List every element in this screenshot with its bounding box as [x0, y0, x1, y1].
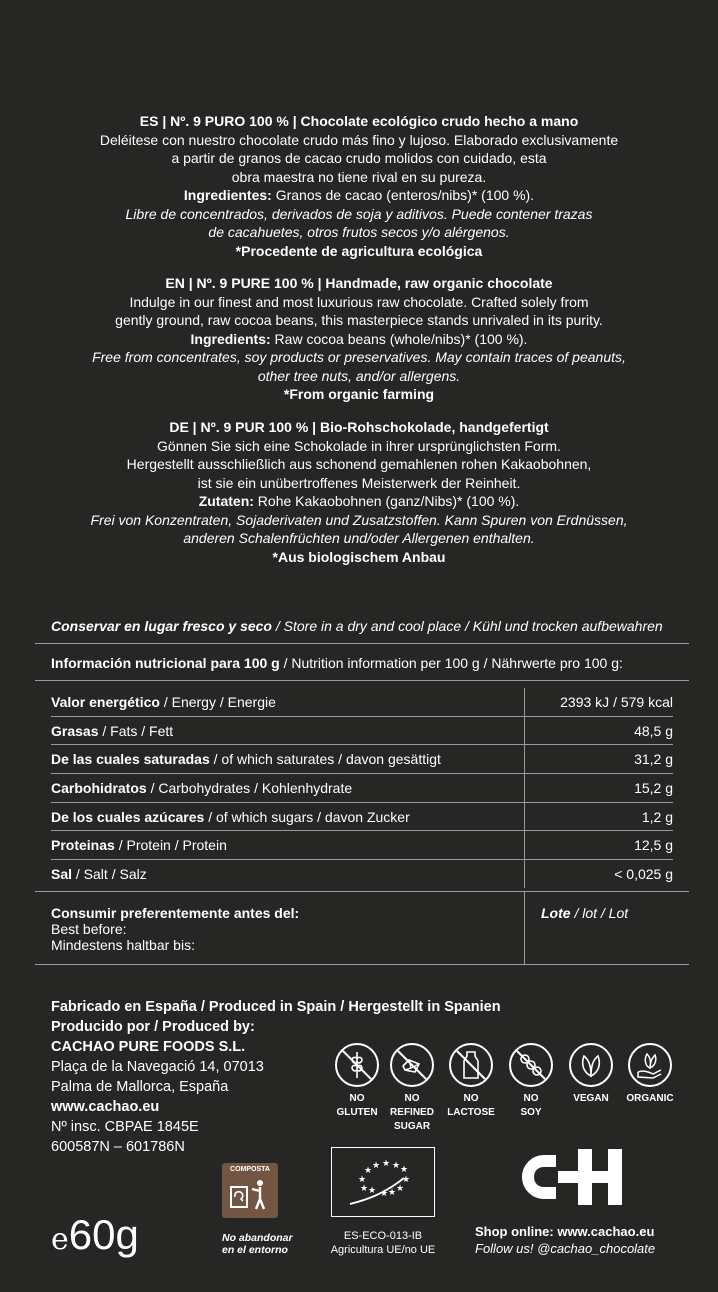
english-free-from: other tree nuts, and/or allergens. — [257, 367, 461, 384]
svg-text:★: ★ — [368, 1186, 377, 1196]
net-weight — [51, 1210, 139, 1265]
lot-es: Lote — [541, 905, 571, 921]
svg-text:★: ★ — [400, 1165, 409, 1175]
weight-value: 60g — [68, 1211, 139, 1258]
no-soy-icon — [508, 1042, 554, 1088]
nutrient-name-translations: / Energy / Energie — [159, 693, 276, 710]
made-in: Fabricado en España / Produced in Spain / Hergestellt in Spanien — [51, 999, 501, 1015]
company-name: CACHAO PURE FOODS S.L. — [51, 1039, 246, 1055]
website: www.cachao.eu — [51, 1099, 160, 1115]
shop-info — [475, 1223, 655, 1257]
no-lactose-badge — [441, 1042, 501, 1120]
no-refined-sugar-icon — [389, 1042, 435, 1088]
nutrient-name-translations: / of which saturates / davon gesättigt — [209, 751, 441, 768]
svg-text:★: ★ — [380, 1189, 389, 1199]
table-row — [51, 831, 673, 860]
german-title: DE | Nº. 9 PUR 100 % | Bio-Rohschokolade, handgefertigt — [169, 419, 549, 435]
nutrition-title — [51, 655, 691, 671]
german-organic-note: *Aus biologischem Anbau — [272, 548, 446, 565]
badge-label: GLUTEN — [336, 1107, 378, 1118]
spanish-organic-note: *Procedente de agricultura ecológica — [235, 242, 483, 259]
cachao-logo — [518, 1145, 626, 1214]
lot-rest: / lot / Lot — [570, 905, 629, 921]
english-title: EN | Nº. 9 PURE 100 % | Handmade, raw organic chocolate — [165, 275, 553, 291]
english-organic-note: *From organic farming — [283, 386, 435, 402]
german-free-from: anderen Schalenfrüchten und/oder Allergenen enthalten. — [183, 530, 535, 546]
registration-codes: 600587N – 601786N — [51, 1139, 185, 1155]
badge-label: NO — [349, 1093, 365, 1104]
ingredients-text: Granos de cacao (enteros/nibs)* (100 %). — [271, 187, 535, 203]
badge-label: LACTOSE — [447, 1107, 495, 1118]
svg-text:★: ★ — [372, 1161, 381, 1171]
address-line: Palma de Mallorca, España — [51, 1079, 229, 1095]
nutrient-value: 2393 kJ / 579 kcal — [525, 688, 674, 716]
ingredients-text: Raw cocoa beans (whole/nibs)* (100 %). — [270, 330, 528, 347]
svg-text:★: ★ — [382, 1159, 391, 1169]
best-before-de: Mindestens haltbar bis: — [51, 937, 195, 953]
ingredients-label: Zutaten: — [198, 493, 254, 509]
best-before-es: Consumir preferentemente antes del: — [51, 905, 300, 921]
svg-text:★: ★ — [392, 1161, 401, 1171]
nutrient-value: 12,5 g — [525, 831, 674, 860]
organic-icon — [627, 1042, 673, 1088]
english-desc-line: Indulge in our finest and most luxurious raw chocolate. Crafted solely from — [129, 293, 589, 310]
spanish-title: ES | Nº. 9 PURO 100 % | Chocolate ecológico crudo hecho a mano — [139, 113, 579, 129]
nutrient-name: Carbohidratos — [51, 779, 147, 796]
cachao-logo-icon — [518, 1145, 626, 1209]
badge-label: VEGAN — [573, 1093, 609, 1104]
table-row — [51, 716, 673, 745]
vegan-icon — [568, 1042, 614, 1088]
german-free-from: Frei von Konzentraten, Sojaderivaten und Zusatzstoffen. Kann Spuren von Erdnüssen, — [90, 511, 628, 528]
eu-organic-code — [318, 1229, 448, 1257]
origin-text: Agricultura UE/no UE — [330, 1244, 436, 1256]
compost-logo — [222, 1163, 278, 1218]
best-before-en: Best before: — [51, 921, 127, 937]
nutrition-table — [51, 688, 673, 888]
badge-label: ORGANIC — [626, 1093, 674, 1104]
nutrient-name-translations: / of which sugars / davon Zucker — [204, 808, 410, 825]
divider — [35, 680, 689, 681]
nutrient-name-translations: / Salt / Salz — [72, 865, 147, 882]
badge-label: SUGAR — [393, 1121, 431, 1132]
badge-label: SOY — [520, 1107, 542, 1118]
organic-badge — [620, 1042, 680, 1106]
nutrient-value: 31,2 g — [525, 745, 674, 774]
compost-label: COMPOSTA — [230, 1166, 270, 1173]
ingredients-label: Ingredientes: — [183, 187, 272, 203]
do-not-litter-note — [222, 1232, 293, 1256]
english-free-from: Free from concentrates, soy products or preservatives. May contain traces of peanuts, — [92, 349, 626, 365]
shop-label: Shop online: — [475, 1224, 554, 1239]
address-line: Plaça de la Navegació 14, 07013 — [51, 1059, 264, 1075]
no-refined-sugar-badge — [382, 1042, 442, 1134]
social-handle[interactable]: Follow us! @cachao_chocolate — [475, 1241, 656, 1256]
badge-label: NO REFINED — [390, 1093, 434, 1118]
nutrient-name: Sal — [51, 865, 73, 882]
registration: Nº insc. CBPAE 1845E — [51, 1119, 199, 1135]
storage-rest: / Store in a dry and cool place / Kühl und trocken aufbewahren — [272, 618, 663, 634]
table-row — [51, 745, 673, 774]
german-ingredients — [0, 492, 718, 511]
nutrient-value: 48,5 g — [525, 716, 674, 745]
spanish-ingredients — [0, 186, 718, 205]
nutrition-title-rest: / Nutrition information per 100 g / Nährwerte pro 100 g: — [279, 655, 623, 671]
spanish-free-from: Libre de concentrados, derivados de soja y aditivos. Puede contener trazas — [125, 205, 593, 222]
ingredients-text: Rohe Kakaobohnen (ganz/Nibs)* (100 %). — [253, 493, 520, 509]
nutrition-title-es: Información nutricional para 100 g — [51, 655, 280, 671]
lot-number — [541, 905, 628, 921]
german-desc-line: Hergestellt ausschließlich aus schonend gemahlenen rohen Kakaobohnen, — [126, 456, 592, 472]
vegan-badge — [561, 1042, 621, 1106]
shop-url[interactable]: www.cachao.eu — [553, 1224, 655, 1239]
spanish-free-from: de cacahuetes, otros frutos secos y/o alérgenos. — [208, 224, 510, 240]
storage-note — [51, 618, 691, 634]
no-gluten-badge — [327, 1042, 387, 1120]
table-row — [51, 774, 673, 803]
nutrient-name: Valor energético — [51, 693, 160, 710]
english-desc-line: gently ground, raw cocoa beans, this masterpiece stands unrivaled in its purity. — [115, 312, 603, 328]
divider — [35, 964, 689, 965]
divider — [35, 891, 689, 892]
nutrient-name-translations: / Fats / Fett — [98, 722, 174, 739]
divider — [35, 643, 689, 644]
ingredients-label: Ingredients: — [190, 330, 271, 347]
svg-text:★: ★ — [396, 1184, 405, 1194]
svg-text:★: ★ — [358, 1175, 367, 1185]
certifier-code: ES-ECO-013-IB — [343, 1230, 423, 1242]
best-before — [51, 905, 299, 953]
eu-leaf-stars-icon — [332, 1148, 434, 1216]
german-desc-line: ist sie ein unübertroffenes Meisterwerk der Reinheit. — [197, 474, 521, 491]
spanish-description — [0, 112, 718, 260]
svg-text:★: ★ — [402, 1175, 411, 1185]
svg-text:★: ★ — [388, 1188, 397, 1198]
nutrient-name: De los cuales azúcares — [51, 808, 205, 825]
nutrient-value: 15,2 g — [525, 774, 674, 803]
column-divider — [524, 892, 525, 964]
nutrient-name: Proteinas — [51, 837, 115, 854]
badge-label: NO — [523, 1093, 539, 1104]
eu-organic-logo — [331, 1147, 435, 1217]
german-desc-line: Gönnen Sie sich eine Schokolade in ihrer ursprünglichsten Form. — [157, 437, 561, 454]
nutrient-value: 1,2 g — [525, 802, 674, 831]
spanish-desc-line: a partir de granos de cacao crudo molidos con cuidado, esta — [171, 150, 547, 166]
note-line: en el entorno — [222, 1244, 288, 1256]
compost-bin-icon — [228, 1177, 272, 1213]
spanish-desc-line: obra maestra no tiene rival en su pureza. — [231, 168, 487, 185]
english-ingredients — [0, 330, 718, 349]
storage-es: Conservar en lugar fresco y seco — [51, 618, 272, 634]
nutrient-name: De las cuales saturadas — [51, 751, 210, 768]
svg-text:★: ★ — [364, 1166, 373, 1176]
table-row — [51, 802, 673, 831]
spanish-desc-line: Deléitese con nuestro chocolate crudo más fino y lujoso. Elaborado exclusivamente — [99, 131, 619, 148]
badge-label: NO — [463, 1093, 479, 1104]
nutrient-name-translations: / Protein / Protein — [114, 837, 227, 854]
no-gluten-icon — [334, 1042, 380, 1088]
english-description — [0, 274, 718, 404]
nutrient-value: < 0,025 g — [525, 860, 674, 888]
german-description — [0, 418, 718, 566]
svg-text:★: ★ — [360, 1184, 369, 1194]
no-soy-badge — [501, 1042, 561, 1120]
produced-by: Producido por / Produced by: — [51, 1019, 255, 1035]
nutrient-name-translations: / Carbohydrates / Kohlenhydrate — [146, 779, 353, 796]
estimated-sign: e — [51, 1222, 69, 1257]
nutrient-name: Grasas — [51, 722, 99, 739]
table-row — [51, 688, 673, 716]
table-row — [51, 860, 673, 888]
note-line: No abandonar — [222, 1232, 293, 1244]
no-lactose-icon — [448, 1042, 494, 1088]
